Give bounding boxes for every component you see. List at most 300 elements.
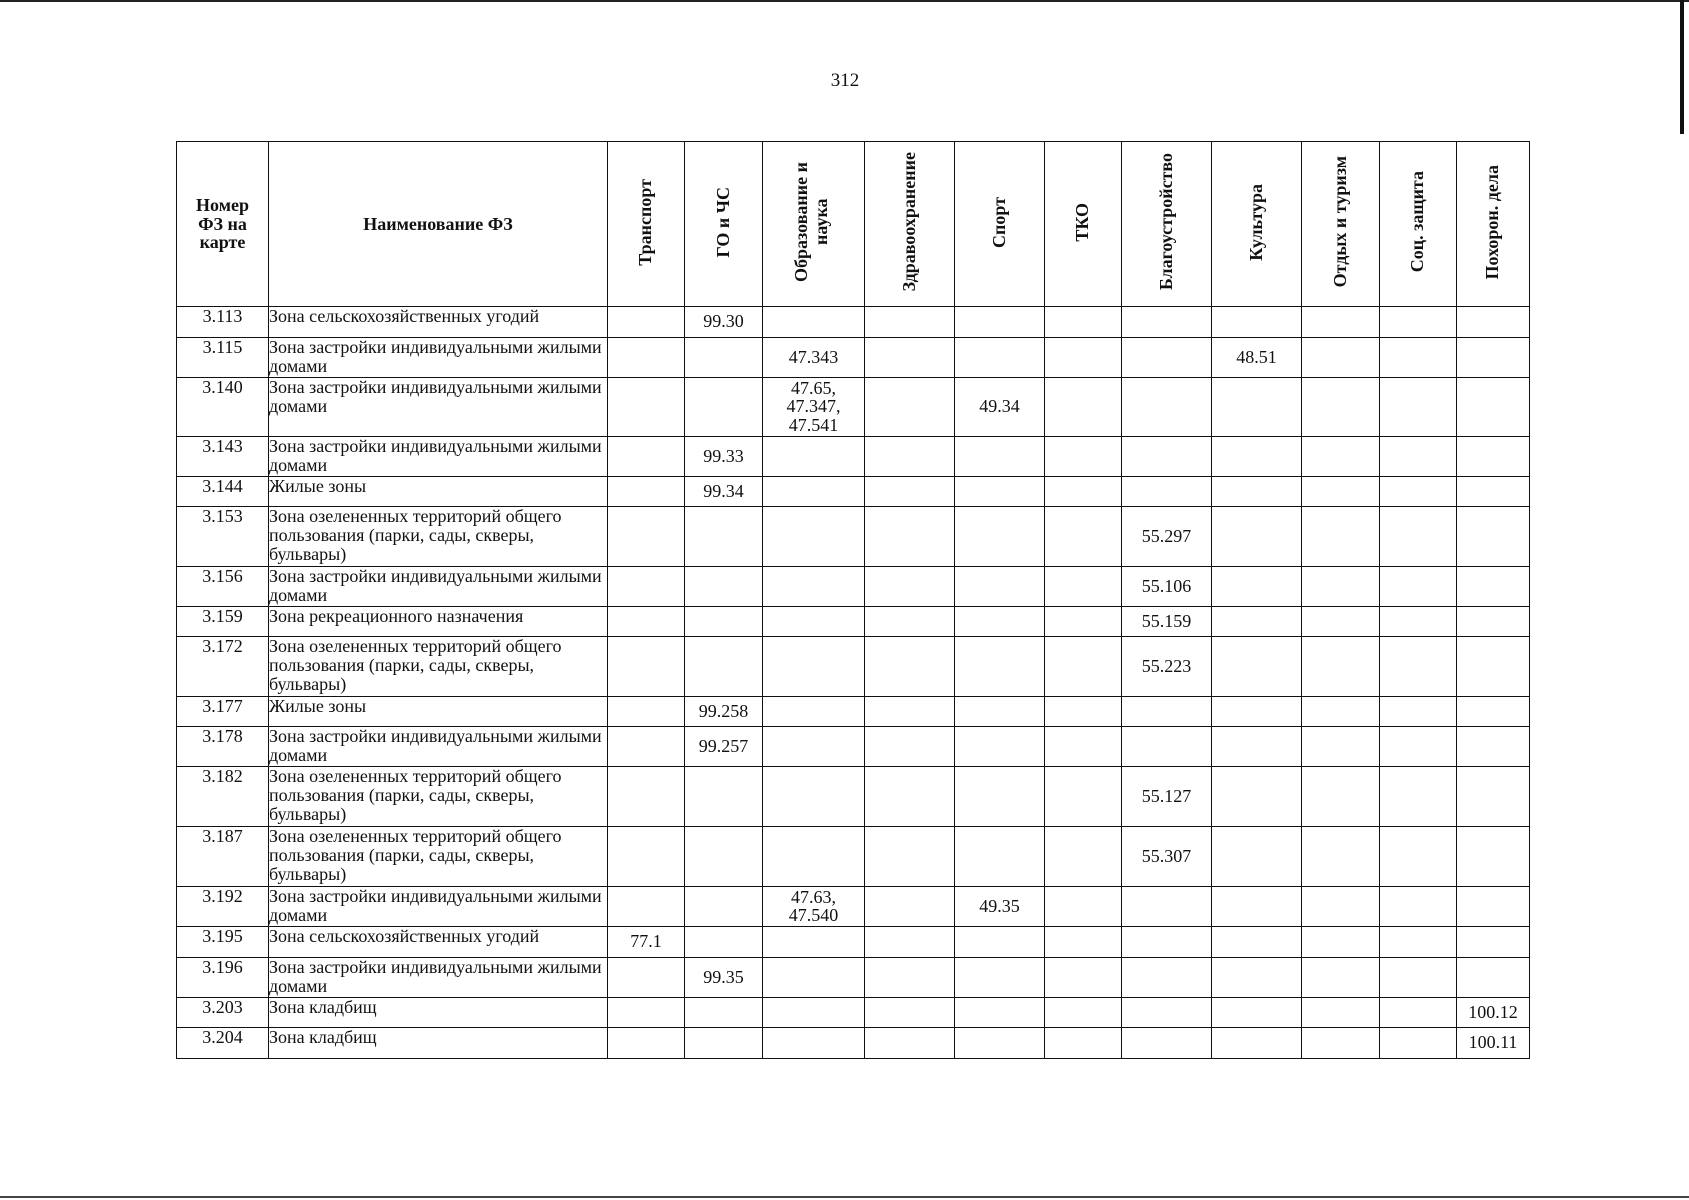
cell-improve [1122,886,1212,926]
cell-tko [1045,957,1122,997]
cell-number: 3.143 [177,436,269,476]
cell-go [685,306,763,337]
table-row [177,566,1530,606]
cell-value: 99.35 [703,966,744,987]
cell-health [865,886,955,926]
cell-culture [1212,1027,1302,1058]
cell-tko [1045,476,1122,506]
cell-improve [1122,377,1212,436]
cell-tko [1045,606,1122,636]
table-row [177,826,1530,886]
cell-social [1380,636,1457,696]
cell-value: 47.343 [788,346,839,367]
cell-tko [1045,766,1122,826]
cell-culture [1212,606,1302,636]
cell-value: 99.34 [703,480,744,501]
cell-edu [763,476,865,506]
cell-social [1380,506,1457,566]
cell-go [685,337,763,377]
table-row [177,436,1530,476]
header-number-label: Номер ФЗ на карте [196,194,249,253]
header-go-chs [685,142,763,307]
cell-funeral [1457,696,1530,726]
cell-name: Зона рекреационного назначения [269,606,608,636]
cell-sport [955,566,1045,606]
cell-culture [1212,436,1302,476]
header-tko-label: ТКО [1072,202,1093,242]
cell-social [1380,696,1457,726]
cell-improve [1122,696,1212,726]
cell-name: Зона озелененных территорий общего пользования (парки, сады, скверы, бульвары) [269,826,608,886]
cell-social [1380,926,1457,957]
cell-transport [608,436,685,476]
cell-tko [1045,436,1122,476]
page-number: 312 [830,70,860,91]
cell-sport [955,306,1045,337]
cell-funeral [1457,826,1530,886]
table-row [177,377,1530,436]
table-row [177,766,1530,826]
table-row [177,476,1530,506]
cell-sport [955,436,1045,476]
cell-tko [1045,886,1122,926]
header-funeral-label: Похорон. дела [1482,164,1503,280]
cell-go [685,726,763,766]
header-leisure-label: Отдых и туризм [1329,156,1350,288]
cell-culture [1212,306,1302,337]
cell-leisure [1302,726,1380,766]
cell-funeral [1457,606,1530,636]
cell-transport [608,337,685,377]
cell-transport [608,636,685,696]
cell-name: Зона сельскохозяйственных угодий [269,306,608,337]
header-education-label: Образование и наука [790,162,831,283]
cell-improve [1122,306,1212,337]
cell-name: Зона сельскохозяйственных угодий [269,926,608,957]
cell-improve [1122,476,1212,506]
cell-go [685,506,763,566]
cell-culture [1212,886,1302,926]
cell-edu [763,506,865,566]
cell-value: 48.51 [1236,346,1277,367]
cell-name: Зона застройки индивидуальными жилыми домами [269,726,608,766]
cell-transport [608,926,685,957]
cell-tko [1045,1027,1122,1058]
cell-leisure [1302,566,1380,606]
table-row [177,997,1530,1027]
table-row [177,337,1530,377]
cell-number: 3.182 [177,766,269,826]
table-row [177,636,1530,696]
cell-transport [608,306,685,337]
table-row [177,1027,1530,1058]
cell-tko [1045,997,1122,1027]
cell-health [865,337,955,377]
cell-number: 3.115 [177,337,269,377]
table-row [177,957,1530,997]
cell-leisure [1302,377,1380,436]
cell-name: Зона озелененных территорий общего пользования (парки, сады, скверы, бульвары) [269,766,608,826]
cell-go [685,957,763,997]
header-health [865,142,955,307]
cell-name: Зона застройки индивидуальными жилыми домами [269,377,608,436]
cell-health [865,476,955,506]
cell-funeral [1457,926,1530,957]
cell-transport [608,957,685,997]
cell-edu [763,957,865,997]
cell-value: 99.257 [698,735,749,756]
cell-sport [955,696,1045,726]
cell-number: 3.196 [177,957,269,997]
cell-health [865,1027,955,1058]
cell-sport [955,886,1045,926]
table-body [177,306,1530,1058]
cell-go [685,606,763,636]
cell-edu [763,886,865,926]
fz-table [176,141,1530,1059]
cell-value: 55.159 [1141,610,1192,631]
cell-value: 100.11 [1468,1032,1518,1053]
header-social-label: Соц. защита [1407,171,1428,273]
cell-value: 47.65, 47.347, 47.541 [786,377,841,436]
cell-improve [1122,926,1212,957]
cell-funeral [1457,377,1530,436]
scan-edge-bottom [0,1196,1689,1198]
cell-transport [608,696,685,726]
header-funeral [1457,142,1530,307]
header-education [763,142,865,307]
cell-leisure [1302,997,1380,1027]
cell-leisure [1302,696,1380,726]
cell-value: 49.34 [979,396,1020,417]
header-culture-label: Культура [1245,183,1266,261]
cell-health [865,606,955,636]
cell-number: 3.178 [177,726,269,766]
cell-transport [608,476,685,506]
cell-edu [763,696,865,726]
cell-tko [1045,306,1122,337]
cell-improve [1122,636,1212,696]
cell-social [1380,997,1457,1027]
cell-sport [955,606,1045,636]
cell-health [865,826,955,886]
cell-go [685,766,763,826]
cell-health [865,726,955,766]
cell-tko [1045,377,1122,436]
cell-number: 3.203 [177,997,269,1027]
cell-number: 3.204 [177,1027,269,1058]
cell-tko [1045,566,1122,606]
cell-edu [763,726,865,766]
cell-value: 55.297 [1141,525,1192,546]
cell-value: 99.30 [703,311,744,332]
cell-sport [955,957,1045,997]
cell-number: 3.192 [177,886,269,926]
cell-improve [1122,436,1212,476]
cell-sport [955,826,1045,886]
cell-social [1380,476,1457,506]
cell-edu [763,436,865,476]
cell-leisure [1302,506,1380,566]
header-leisure [1302,142,1380,307]
cell-name: Зона застройки индивидуальными жилыми домами [269,957,608,997]
cell-transport [608,566,685,606]
cell-name: Жилые зоны [269,476,608,506]
cell-go [685,377,763,436]
cell-edu [763,306,865,337]
cell-value: 49.35 [979,895,1020,916]
cell-improve [1122,766,1212,826]
cell-health [865,696,955,726]
cell-transport [608,606,685,636]
table-row [177,726,1530,766]
cell-funeral [1457,566,1530,606]
cell-health [865,926,955,957]
table-row [177,926,1530,957]
cell-culture [1212,476,1302,506]
header-sport [955,142,1045,307]
cell-transport [608,997,685,1027]
cell-improve [1122,826,1212,886]
cell-value: 55.307 [1141,845,1192,866]
cell-edu [763,606,865,636]
table-row [177,696,1530,726]
table-row [177,886,1530,926]
cell-go [685,436,763,476]
cell-tko [1045,696,1122,726]
cell-social [1380,306,1457,337]
cell-culture [1212,696,1302,726]
cell-health [865,436,955,476]
cell-value: 100.12 [1468,1001,1518,1022]
header-transport [608,142,685,307]
cell-tko [1045,826,1122,886]
cell-value: 99.258 [698,700,749,721]
cell-go [685,1027,763,1058]
cell-health [865,306,955,337]
cell-number: 3.159 [177,606,269,636]
cell-funeral [1457,997,1530,1027]
cell-funeral [1457,306,1530,337]
cell-health [865,636,955,696]
cell-number: 3.140 [177,377,269,436]
cell-transport [608,726,685,766]
cell-sport [955,726,1045,766]
header-culture [1212,142,1302,307]
cell-go [685,636,763,696]
cell-sport [955,476,1045,506]
header-social [1380,142,1457,307]
cell-leisure [1302,957,1380,997]
table-row [177,306,1530,337]
cell-culture [1212,766,1302,826]
cell-edu [763,636,865,696]
cell-funeral [1457,1027,1530,1058]
header-go-chs-label: ГО и ЧС [712,186,733,258]
cell-social [1380,886,1457,926]
cell-culture [1212,566,1302,606]
cell-leisure [1302,766,1380,826]
cell-transport [608,826,685,886]
header-row [177,142,1530,307]
cell-transport [608,377,685,436]
cell-funeral [1457,476,1530,506]
cell-social [1380,1027,1457,1058]
cell-funeral [1457,436,1530,476]
cell-social [1380,957,1457,997]
cell-funeral [1457,886,1530,926]
cell-transport [608,506,685,566]
cell-number: 3.144 [177,476,269,506]
cell-improve [1122,506,1212,566]
cell-edu [763,926,865,957]
cell-number: 3.172 [177,636,269,696]
cell-sport [955,766,1045,826]
cell-leisure [1302,606,1380,636]
cell-number: 3.113 [177,306,269,337]
cell-social [1380,606,1457,636]
cell-go [685,826,763,886]
cell-go [685,696,763,726]
cell-funeral [1457,957,1530,997]
cell-edu [763,337,865,377]
cell-social [1380,826,1457,886]
cell-name: Зона кладбищ [269,1027,608,1058]
cell-social [1380,566,1457,606]
cell-sport [955,506,1045,566]
cell-health [865,377,955,436]
cell-culture [1212,377,1302,436]
cell-culture [1212,957,1302,997]
cell-sport [955,1027,1045,1058]
cell-culture [1212,926,1302,957]
cell-tko [1045,726,1122,766]
cell-name: Жилые зоны [269,696,608,726]
cell-value: 77.1 [630,931,662,952]
cell-funeral [1457,726,1530,766]
header-name [269,142,608,307]
header-improvement [1122,142,1212,307]
cell-number: 3.187 [177,826,269,886]
cell-leisure [1302,306,1380,337]
cell-edu [763,766,865,826]
cell-value: 55.223 [1141,655,1192,676]
cell-improve [1122,606,1212,636]
cell-health [865,506,955,566]
cell-transport [608,1027,685,1058]
cell-go [685,476,763,506]
cell-funeral [1457,506,1530,566]
cell-culture [1212,636,1302,696]
cell-social [1380,726,1457,766]
scan-edge-top [0,0,1689,2]
cell-leisure [1302,636,1380,696]
cell-number: 3.156 [177,566,269,606]
cell-culture [1212,337,1302,377]
header-sport-label: Спорт [988,196,1009,248]
cell-funeral [1457,766,1530,826]
cell-improve [1122,566,1212,606]
cell-leisure [1302,826,1380,886]
header-name-label: Наименование ФЗ [363,213,513,234]
cell-health [865,766,955,826]
cell-culture [1212,826,1302,886]
cell-go [685,566,763,606]
table-row [177,506,1530,566]
cell-leisure [1302,476,1380,506]
cell-name: Зона застройки индивидуальными жилыми домами [269,886,608,926]
cell-go [685,926,763,957]
cell-number: 3.177 [177,696,269,726]
table-row [177,606,1530,636]
cell-transport [608,886,685,926]
cell-go [685,886,763,926]
cell-sport [955,337,1045,377]
cell-name: Зона застройки индивидуальными жилыми домами [269,566,608,606]
cell-health [865,997,955,1027]
cell-improve [1122,957,1212,997]
cell-edu [763,826,865,886]
cell-sport [955,997,1045,1027]
cell-tko [1045,506,1122,566]
cell-go [685,997,763,1027]
header-health-label: Здравоохранение [898,152,919,292]
cell-value: 47.63, 47.540 [788,886,839,926]
header-number [177,142,269,307]
cell-edu [763,377,865,436]
cell-sport [955,926,1045,957]
cell-improve [1122,997,1212,1027]
cell-improve [1122,337,1212,377]
cell-improve [1122,726,1212,766]
cell-funeral [1457,337,1530,377]
cell-leisure [1302,886,1380,926]
cell-culture [1212,506,1302,566]
cell-funeral [1457,636,1530,696]
cell-edu [763,997,865,1027]
cell-sport [955,377,1045,436]
cell-name: Зона кладбищ [269,997,608,1027]
cell-number: 3.195 [177,926,269,957]
cell-health [865,566,955,606]
cell-culture [1212,726,1302,766]
cell-culture [1212,997,1302,1027]
cell-name: Зона озелененных территорий общего пользования (парки, сады, скверы, бульвары) [269,636,608,696]
header-transport-label: Транспорт [635,178,656,266]
header-improvement-label: Благоустройство [1155,153,1176,291]
scan-edge-right [1680,0,1684,134]
header-tko [1045,142,1122,307]
cell-social [1380,766,1457,826]
cell-leisure [1302,926,1380,957]
cell-transport [608,766,685,826]
cell-edu [763,566,865,606]
cell-tko [1045,636,1122,696]
cell-edu [763,1027,865,1058]
cell-value: 55.106 [1141,575,1192,596]
cell-name: Зона застройки индивидуальными жилыми домами [269,337,608,377]
cell-social [1380,337,1457,377]
cell-leisure [1302,1027,1380,1058]
cell-sport [955,636,1045,696]
cell-tko [1045,337,1122,377]
cell-leisure [1302,337,1380,377]
cell-social [1380,377,1457,436]
cell-value: 55.127 [1141,785,1192,806]
cell-name: Зона застройки индивидуальными жилыми домами [269,436,608,476]
cell-name: Зона озелененных территорий общего пользования (парки, сады, скверы, бульвары) [269,506,608,566]
cell-health [865,957,955,997]
